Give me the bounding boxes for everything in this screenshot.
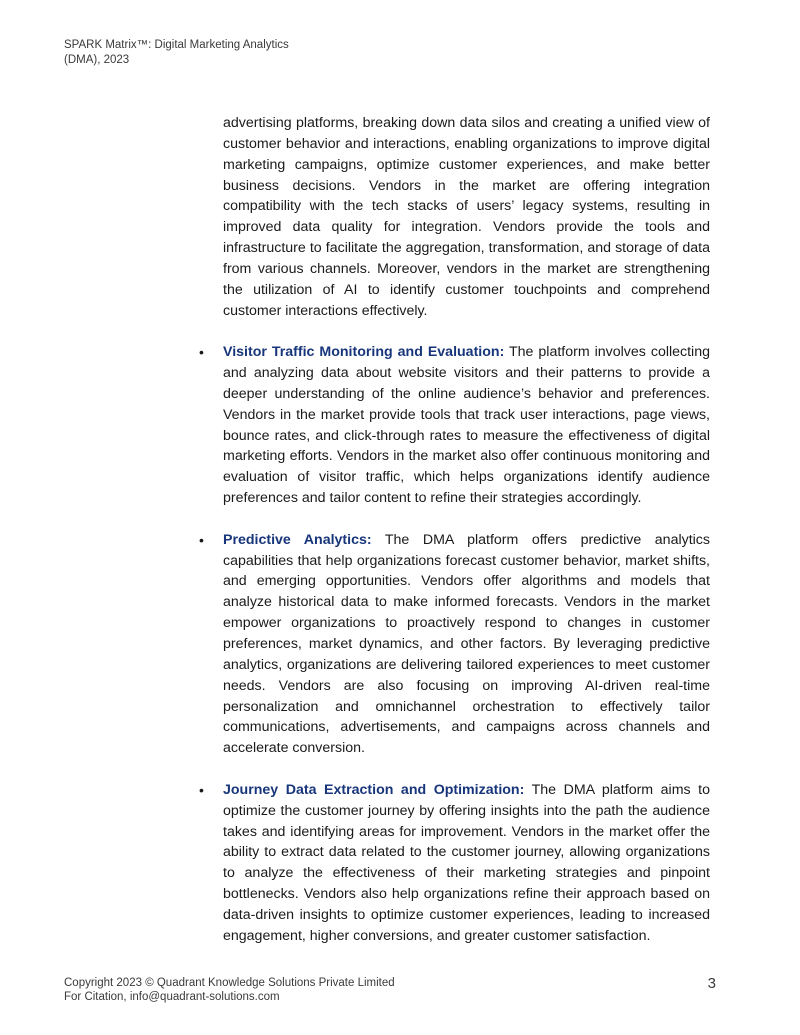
header-title-line-1: SPARK Matrix™: Digital Marketing Analytics <box>64 39 289 51</box>
bullet-item-predictive-analytics <box>199 530 710 759</box>
bullet-paragraph <box>223 780 710 947</box>
bullet-title: Predictive Analytics: <box>223 531 372 548</box>
document-header <box>64 38 364 68</box>
header-title-line-2: (DMA), 2023 <box>64 54 130 66</box>
footer-copyright: Copyright 2023 © Quadrant Knowledge Solutions Private Limited <box>64 977 395 989</box>
bullet-paragraph <box>223 530 710 759</box>
bullet-text: The platform involves collecting and analyzing data about website visitors and their patterns to provide a deeper understanding of the online audience’s behavior and preferences. Vendors in the market provide tools that track user interactions, page views, bounce rates, and click-through rates to measure the effectiveness of digital marketing efforts. Vendors in the market also offer continuous monitoring and evaluation of visitor traffic, which helps organizations identify audience preferences and tailor content to refine their strategies accordingly. <box>223 344 710 507</box>
bullet-title: Journey Data Extraction and Optimization: <box>223 781 525 798</box>
bullet-marker: • <box>199 531 204 548</box>
bullet-item-visitor-traffic <box>199 342 710 509</box>
bullet-text: The DMA platform aims to optimize the customer journey by offering insights into the path the audience takes and identifying areas for improvement. Vendors in the market offer the ability to extract data related to the customer journey, allowing organizations to analyze the effectiveness of their marketing strategies and pinpoint bottlenecks. Vendors also help organizations refine their approach based on data-driven insights to optimize customer experiences, leading to increased engagement, higher conversions, and greater customer satisfaction. <box>223 781 710 944</box>
footer-citation: For Citation, info@quadrant-solutions.com <box>64 991 280 1003</box>
main-content <box>199 113 710 947</box>
intro-paragraph: advertising platforms, breaking down data silos and creating a unified view of customer behavior and interactions, enabling organizations to improve digital marketing campaigns, optimize customer experiences, and make better business decisions. Vendors in the market are offering integration compatibility with the tech stacks of users’ legacy systems, resulting in improved data quality for integration. Vendors provide the tools and infrastructure to facilitate the aggregation, transformation, and storage of data from various channels. Moreover, vendors in the market are strengthening the utilization of AI to identify customer touchpoints and comprehend customer interactions effectively. <box>223 115 710 319</box>
bullet-text: The DMA platform offers predictive analytics capabilities that help organizations forecast customer behavior, market shifts, and emerging opportunities. Vendors offer algorithms and models that analyze historical data to make informed forecasts. Vendors in the market empower organizations to proactively respond to changes in customer preferences, market dynamics, and other factors. By leveraging predictive analytics, organizations are delivering tailored experiences to meet customer needs. Vendors are also focusing on improving AI-driven real-time personalization and omnichannel orchestration to effectively tailor communications, advertisements, and campaigns across channels and accelerate conversion. <box>223 531 710 757</box>
bullet-marker: • <box>199 344 204 361</box>
page-number: 3 <box>707 975 716 992</box>
bullet-paragraph <box>223 342 710 509</box>
bullet-marker: • <box>199 781 204 798</box>
document-footer <box>64 976 464 1004</box>
bullet-item-journey-data <box>199 780 710 947</box>
bullet-title: Visitor Traffic Monitoring and Evaluation: <box>223 344 505 361</box>
